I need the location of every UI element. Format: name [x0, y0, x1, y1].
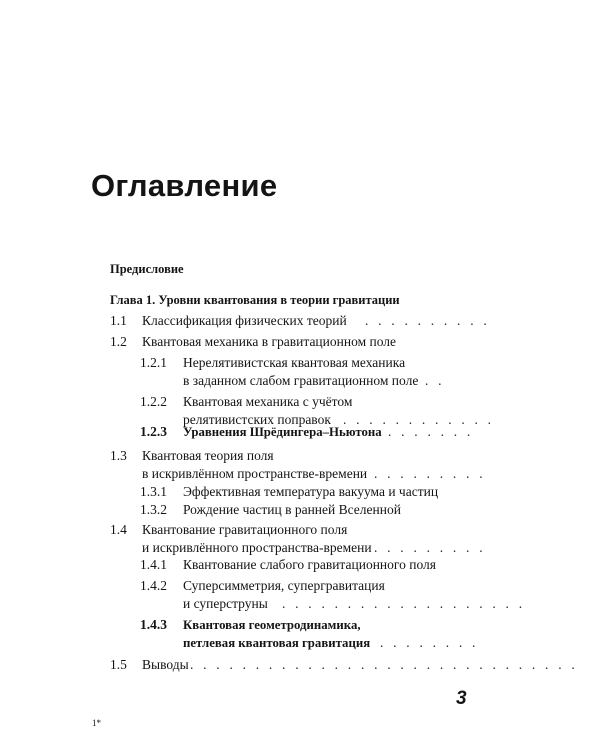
toc-entry-number: 1.4.2 — [140, 578, 167, 593]
toc-entry-title-continued: релятивистских поправок — [183, 412, 331, 427]
toc-entry-number: 1.4.1 — [140, 557, 167, 572]
toc-entry-number: 1.1 — [110, 313, 127, 328]
toc-entry-title: Рождение частиц в ранней Вселенной — [183, 502, 401, 517]
toc-leader-dots: . . . . . . . . . — [374, 540, 486, 555]
toc-entry-title: Квантовая механика в гравитационном поле — [142, 334, 397, 349]
toc-entry-number: 1.3.1 — [140, 484, 167, 499]
toc-heading: Оглавление — [91, 168, 278, 203]
toc-entry-title: Классификация физических теорий — [142, 313, 347, 328]
toc-entry-number: 1.5 — [110, 657, 127, 672]
toc-leader-dots: . . . . . . . . . . . . — [343, 412, 495, 427]
toc-entry-title: Квантование слабого гравитационного поля — [183, 557, 436, 572]
toc-entry-number: 1.2 — [110, 334, 127, 349]
toc-leader-dots: . . — [425, 373, 445, 388]
toc-entry-number: 1.3 — [110, 448, 127, 463]
toc-leader-dots: . . . . . . . . . . . . . . . . . . . — [282, 596, 526, 611]
toc-entry-title: Уравнения Шрёдингера–Ньютона — [183, 425, 382, 439]
toc-entry-number: 1.4.3 — [140, 617, 167, 632]
toc-leader-dots: . . . . . . . . . — [374, 466, 486, 481]
toc-entry-number: 1.2.1 — [140, 355, 167, 370]
toc-entry-number: 1.2.3 — [140, 424, 167, 439]
toc-entry-title: Нерелятивистская квантовая механика — [183, 355, 406, 370]
toc-entry-title-continued: и искривлённого пространства-времени — [142, 540, 372, 555]
toc-entry-title: Суперсимметрия, супергравитация — [183, 578, 385, 593]
toc-entry-title: Предисловие — [110, 262, 184, 276]
toc-leader-dots: . . . . . . . — [388, 424, 474, 439]
toc-entry-title-continued: петлевая квантовая гравитация — [183, 636, 371, 650]
toc-entry-title: Выводы — [142, 657, 189, 672]
toc-entry-title: Глава 1. Уровни квантования в теории гравитации — [110, 293, 400, 307]
toc-entry-title: Квантовая механика с учётом — [183, 394, 353, 409]
toc-entry-title: Квантовая геометродинамика, — [183, 618, 361, 632]
toc-entry-title: Квантование гравитационного поля — [142, 522, 348, 537]
toc-entry-number: 1.3.2 — [140, 502, 167, 517]
toc-entry-title-continued: в искривлённом пространстве-времени — [142, 466, 368, 481]
toc-leader-dots: . . . . . . . . — [380, 635, 479, 650]
toc-entry-number: 1.4 — [110, 522, 127, 537]
toc-entry-title-continued: в заданном слабом гравитационном поле — [183, 373, 419, 388]
page-number: 3 — [456, 688, 467, 709]
toc-entry-title: Квантовая теория поля — [142, 448, 274, 463]
signature-mark: 1* — [92, 718, 101, 728]
toc-entry-title-continued: и суперструны — [183, 596, 268, 611]
toc-leader-dots: . . . . . . . . . . — [365, 313, 490, 328]
toc-entry-title: Эффективная температура вакуума и частиц — [183, 484, 439, 499]
toc-leader-dots: . . . . . . . . . . . . . . . . . . . . . . . . . . . . . . — [190, 657, 578, 672]
toc-entry-number: 1.2.2 — [140, 394, 167, 409]
